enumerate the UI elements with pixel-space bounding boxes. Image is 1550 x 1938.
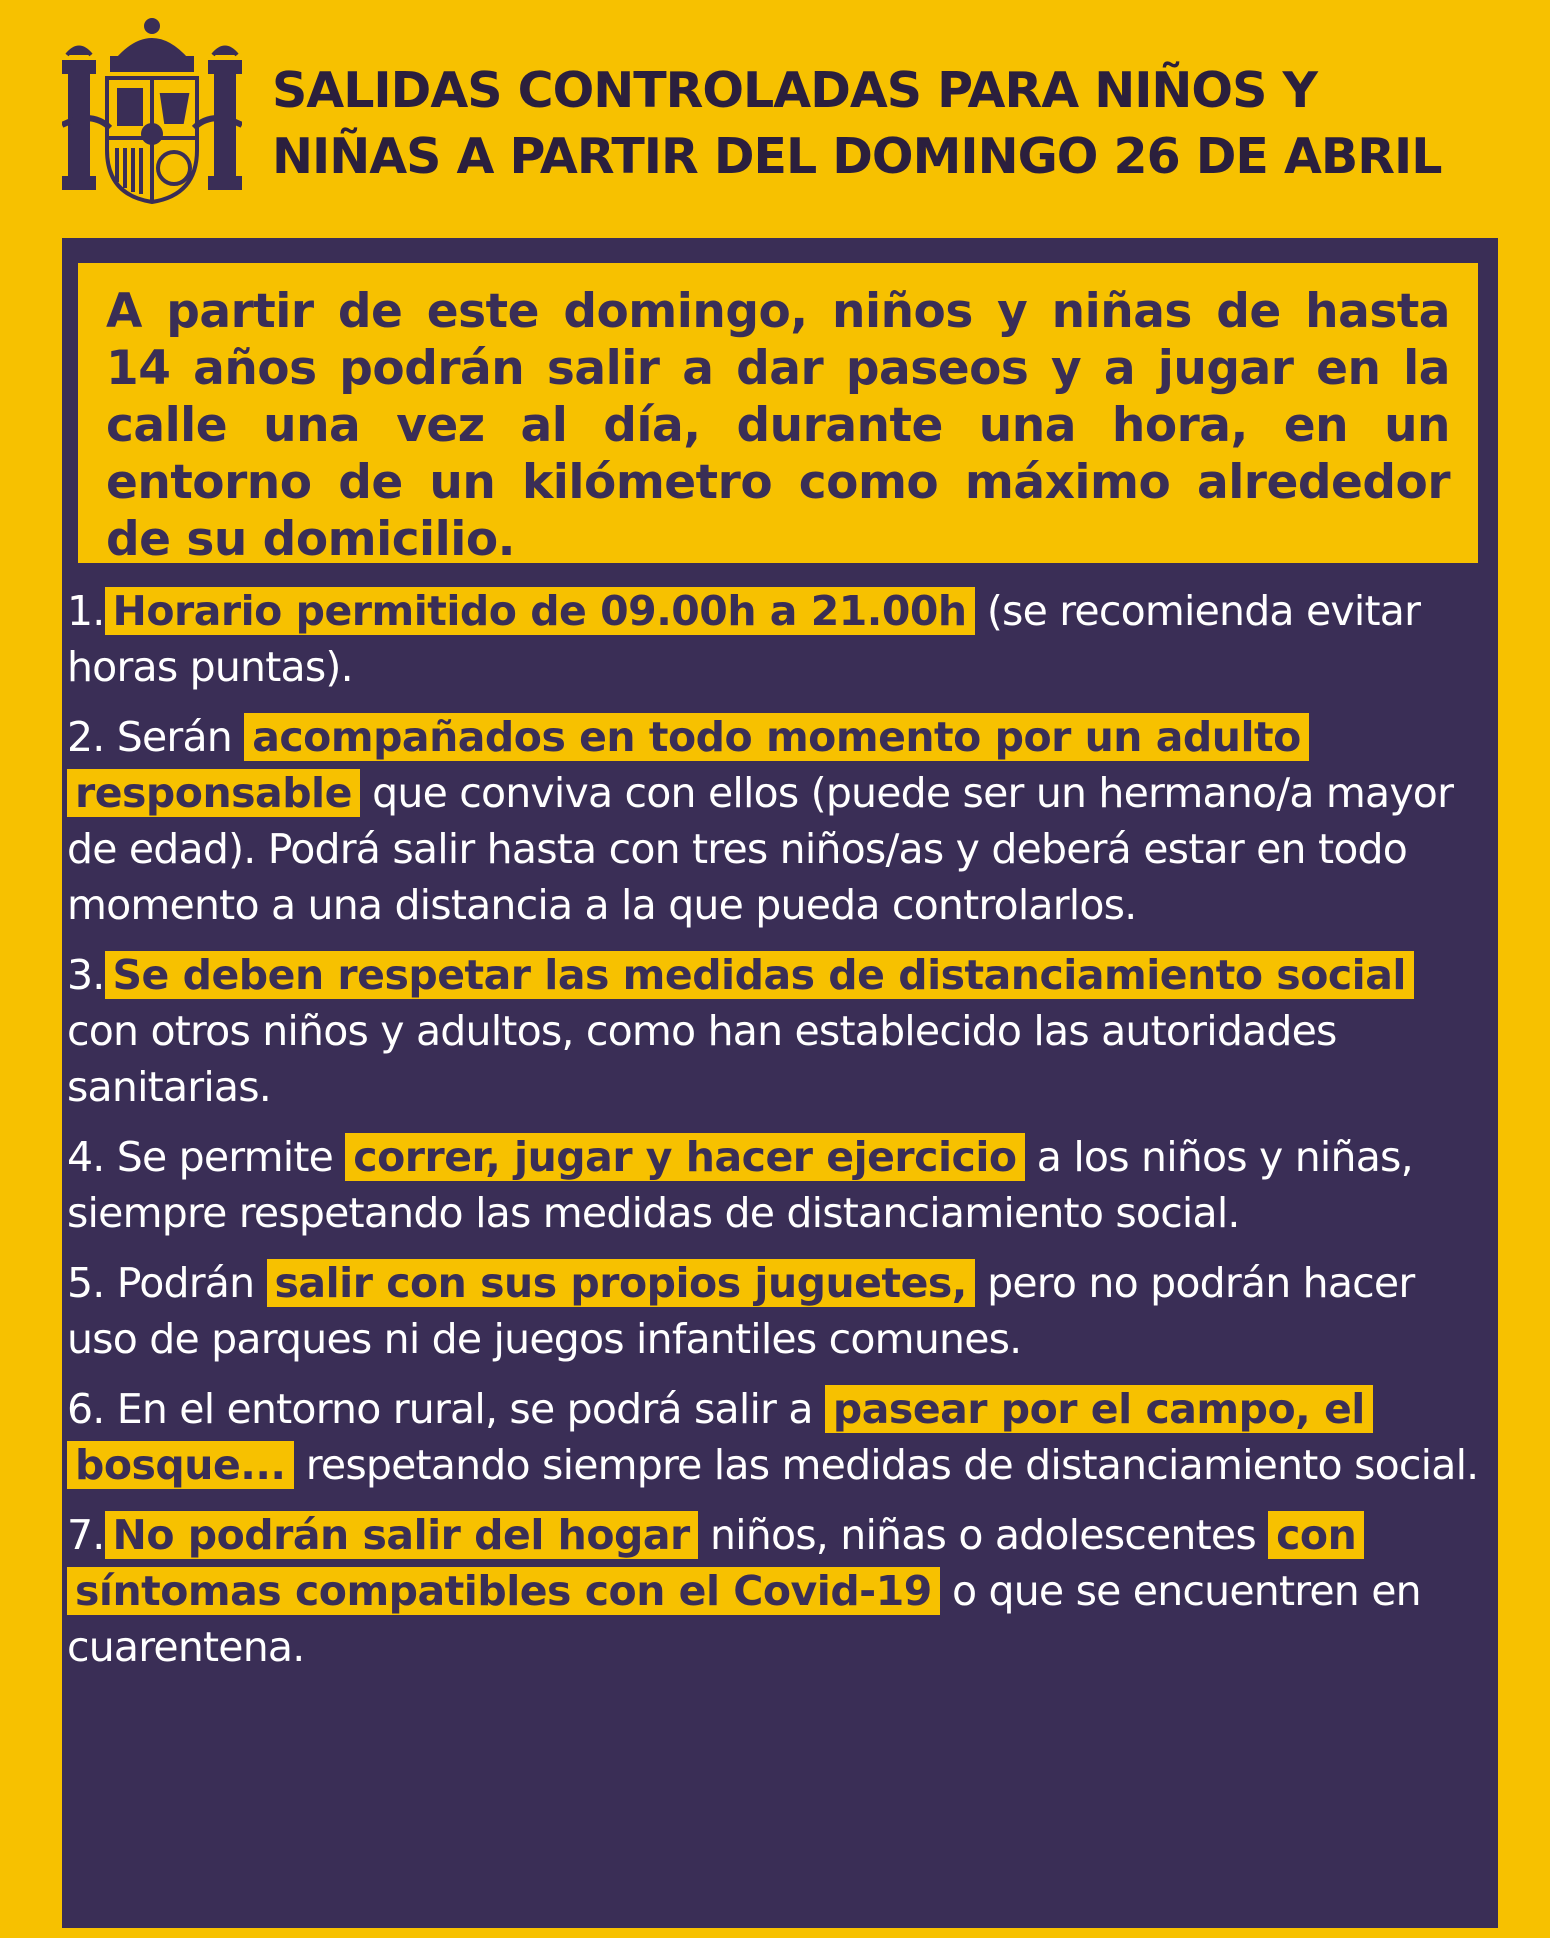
item-prefix: 7. [67,1511,105,1559]
item-prefix: 5. Podrán [67,1259,267,1307]
item-highlight: pasear por el campo, el bosque... [67,1385,1373,1489]
intro-box: A partir de este domingo, niños y niñas de hasta 14 años podrán salir a dar paseos y a jugar en la calle una vez al día, durante una hora, en un entorno de un kilómetro como máximo alrededor de su domicilio. [78,263,1478,563]
item-highlight: correr, jugar y hacer ejercicio [345,1133,1024,1181]
header [0,0,1550,235]
item-prefix: 1. [67,587,105,635]
list-item [67,1507,1487,1675]
item-suffix: (se recomienda evitar horas puntas). [67,587,1421,691]
item-highlight: No podrán salir del hogar [105,1511,698,1559]
item-suffix: que conviva con ellos (puede ser un hermano/a mayor de edad). Podrá salir hasta con tres niños/as y deberá estar en todo momento a una distancia a la que pueda controlarlos. [67,769,1454,929]
item-prefix: 6. En el entorno rural, se podrá salir a [67,1385,825,1433]
item-highlight: acompañados en todo momento por un adulto responsable [67,713,1309,817]
title-line-2: NIÑAS A PARTIR DEL DOMINGO 26 DE ABRIL [272,128,1442,185]
list-item [67,1381,1487,1493]
list-item [67,583,1487,695]
page-title [272,58,1522,190]
item-suffix-2: o que se encuentren en cuarentena. [67,1567,1421,1671]
item-prefix: 2. Serán [67,713,245,761]
content-panel [62,238,1498,1928]
item-highlight-2: con síntomas compatibles con el Covid-19 [67,1511,1364,1615]
list-item [67,1129,1487,1241]
item-highlight: salir con sus propios juguetes, [267,1259,975,1307]
item-prefix: 3. [67,951,105,999]
item-suffix: niños, niñas o adolescentes [697,1511,1269,1559]
list-item [67,1255,1487,1367]
title-line-1: SALIDAS CONTROLADAS PARA NIÑOS Y [272,62,1317,119]
item-prefix: 4. Se permite [67,1133,346,1181]
item-suffix: pero no podrán hacer uso de parques ni de juegos infantiles comunes. [67,1259,1415,1363]
item-highlight: Se deben respetar las medidas de distanciamiento social [105,951,1414,999]
item-suffix: con otros niños y adultos, como han establecido las autoridades sanitarias. [67,1007,1337,1111]
item-suffix: a los niños y niñas, siempre respetando las medidas de distanciamiento social. [67,1133,1413,1237]
list-item [67,947,1487,1115]
item-suffix: respetando siempre las medidas de distanciamiento social. [293,1441,1479,1489]
list-item [67,709,1487,933]
rules-list [67,583,1487,1689]
spain-coat-of-arms-icon [62,10,242,210]
item-highlight: Horario permitido de 09.00h a 21.00h [105,587,975,635]
